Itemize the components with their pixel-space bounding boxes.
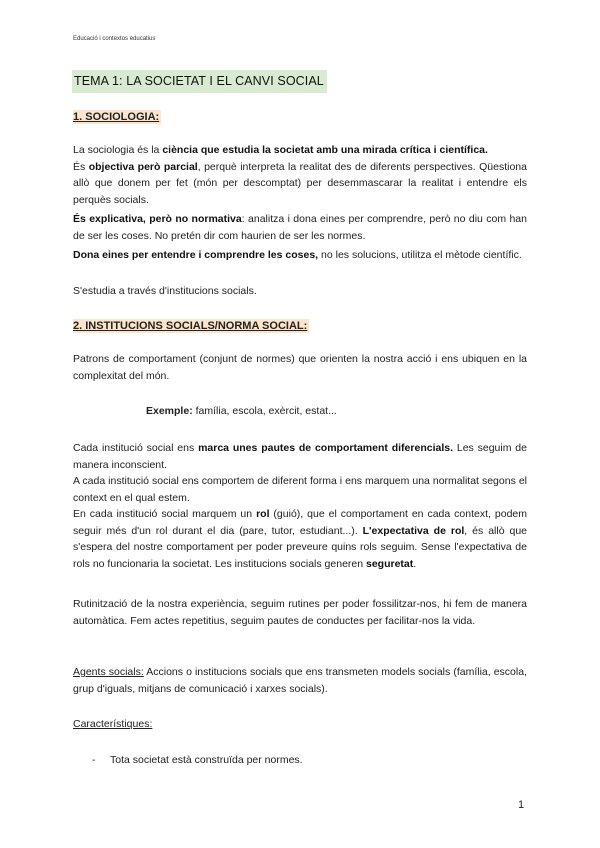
title-highlight [72, 70, 327, 93]
text-run: A cada institució social ens comportem de diferent forma i ens marquem una normalitat segons el context en el qual estem. [73, 475, 527, 504]
institucions-paragraph [73, 440, 527, 572]
text-run: En cada institució social marquem un [73, 508, 257, 520]
dash-bullet: - [92, 754, 96, 766]
agents-paragraph [73, 664, 527, 697]
example-label: Exemple: [146, 405, 193, 417]
sociologia-paragraph-2 [73, 211, 527, 244]
characteristics-heading [73, 716, 527, 733]
text-run: (guió), que el comportament en cada context, podem seguir més d'un rol durant el dia (pare, tutor, estudiant...). [73, 508, 527, 537]
text-run: , perquè interpreta la realitat des de diferents perspectives. Qüestiona allò que donem per fet (món per descomptat) per desemmascarar la realitat i entendre els perquès socials. [73, 160, 527, 206]
bold-run: És explicativa, però no normativa [73, 213, 242, 225]
list-item-text: Tota societat està construïda per normes. [110, 754, 303, 766]
text-run: Les seguim de manera inconscient. [73, 442, 527, 471]
text-run: La sociologia és la [73, 144, 163, 156]
bold-run: Dona eines per entendre i comprendre les coses, [73, 249, 319, 261]
bold-run: marca unes pautes de comportament diferencials. [198, 442, 454, 454]
page-number: 1 [518, 799, 525, 811]
example-text: família, escola, exèrcit, estat... [192, 405, 337, 417]
document-title: TEMA 1: LA SOCIETAT I EL CANVI SOCIAL [74, 74, 324, 88]
agents-text: Accions o institucions socials que ens transmeten models socials (família, escola, grup d'iguals, mitjans de comunicació i xarxes socials). [73, 666, 527, 695]
text-run: , és allò que s'espera del nostre comportament per poder preveure quins rols seguim. Sense l'expectativa de rols no funcionaria la societat. Les institucions socials generen [73, 524, 528, 570]
section-heading-institucions: 2. INSTITUCIONS SOCIALS/NORMA SOCIAL: [73, 320, 308, 332]
sociologia-paragraph-1 [73, 142, 527, 208]
text-run: : analitza i dona eines per comprendre, però no diu com han de ser les coses. No pretén dir com haurien de ser les normes. [73, 213, 527, 242]
characteristics-label: Característiques: [73, 718, 153, 730]
bold-run: seguretat [366, 557, 414, 570]
bold-run: ciència que estudia la societat amb una mirada crítica i científica. [162, 144, 488, 156]
text-run: no les solucions, utilitza el mètode científic. [318, 249, 522, 261]
sociologia-paragraph-3 [73, 247, 527, 264]
text-run: És [73, 160, 89, 173]
bold-run: L'expectativa de rol [362, 524, 465, 537]
bold-run: rol [256, 508, 270, 520]
text-run: . [413, 557, 417, 570]
bold-run: objectiva però parcial [88, 160, 198, 173]
sociologia-paragraph-4: S'estudia a través d'institucions socials. [73, 285, 257, 297]
list-item [92, 752, 303, 769]
section-heading-sociologia: 1. SOCIOLOGIA: [73, 111, 160, 123]
text-run: Cada institució social ens [73, 442, 199, 454]
institucions-intro: Patrons de comportament (conjunt de normes) que orienten la nostra acció i ens ubiquen en la complexitat del món. [73, 353, 527, 382]
agents-label: Agents socials: [73, 666, 144, 678]
routine-paragraph: Rutinització de la nostra experiència, seguim rutines per poder fossilitzar-nos, hi fem de manera automàtica. Fem actes repetitius, seguim pautes de conductes per facilitar-nos la vida. [73, 598, 527, 627]
header-note: Educació i contextos educatius [73, 36, 156, 42]
example-line [146, 403, 337, 420]
